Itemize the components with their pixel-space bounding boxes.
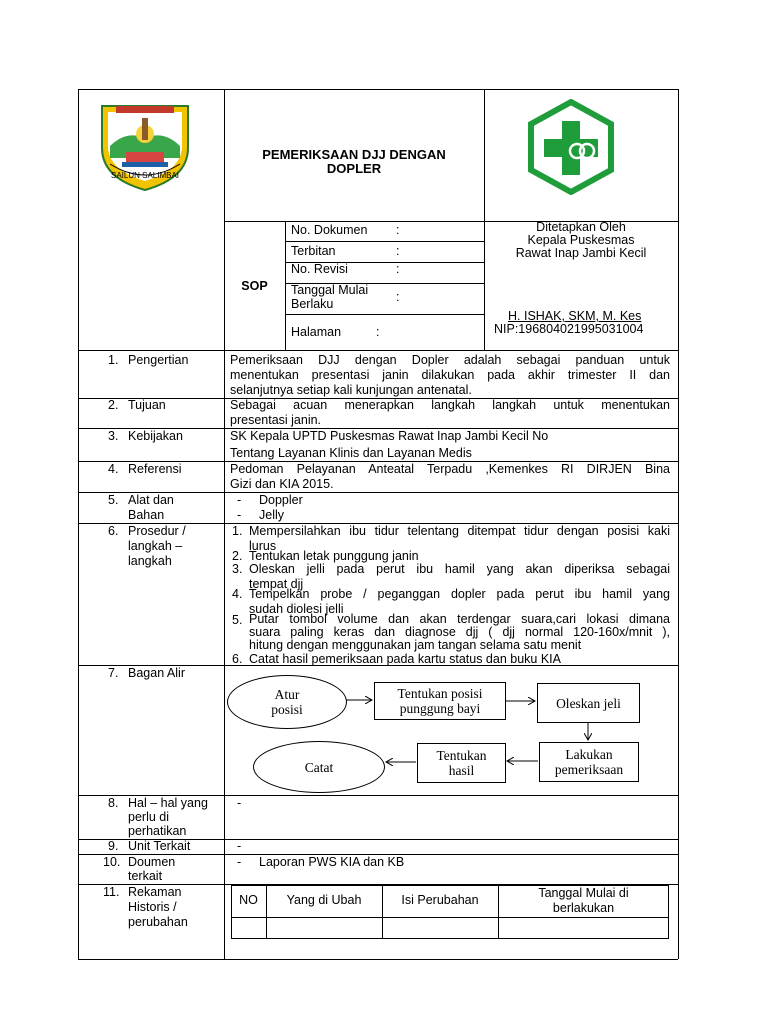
- meta-no-revisi-label: No. Revisi: [291, 262, 348, 276]
- approval-line2: Kepala Puskesmas: [527, 233, 635, 247]
- step-5-number: 5.: [232, 613, 243, 627]
- flow-node-atur-posisi: Atur posisi: [227, 675, 347, 729]
- meta-terbitan-label: Terbitan: [291, 244, 336, 258]
- section-10-number: 10.: [103, 855, 121, 869]
- meta-halaman-label: Halaman: [291, 325, 342, 339]
- section-6-number: 6.: [108, 524, 119, 538]
- section-11-label-2: Historis /: [128, 900, 177, 914]
- section-4-label: Referensi: [128, 462, 182, 476]
- section-11-label-1: Rekaman: [128, 885, 182, 899]
- step-2-number: 2.: [232, 549, 243, 563]
- approval-name: H. ISHAK, SKM, M. Kes: [508, 309, 642, 323]
- section-5-item-2-dash: -: [237, 508, 242, 522]
- section-4-number: 4.: [108, 462, 119, 476]
- step-5-text: Putar tombol volume dan akan terdengar suara,cari lokasi dimana suara paling keras dan diagnose djj ( djj normal 120-160x/mnit ), hitung dengan menggunakan jam tangan selama satu menit: [249, 612, 670, 652]
- sop-label: SOP: [241, 279, 268, 293]
- step-3-text: Oleskan jelli pada perut ibu hamil yang akan diperiksa sebagai tempat djj: [249, 562, 670, 591]
- meta-tanggal-colon: :: [396, 290, 400, 304]
- step-6-text: Catat hasil pemeriksaan pada kartu status dan buku KIA: [249, 652, 561, 666]
- flow-node-oleskan-jeli: Oleskan jeli: [537, 683, 640, 723]
- flow-node-catat: Catat: [253, 741, 385, 793]
- section-2-number: 2.: [108, 398, 119, 412]
- section-10-value: Laporan PWS KIA dan KB: [259, 855, 405, 869]
- meta-no-revisi-colon: :: [396, 262, 400, 276]
- section-5-label-2: Bahan: [128, 508, 165, 522]
- document-title-line2: DOPLER: [326, 161, 382, 176]
- history-header-isi: Isi Perubahan: [401, 893, 479, 907]
- section-5-label-1: Alat dan: [128, 493, 174, 507]
- approval-line3: Rawat Inap Jambi Kecil: [515, 246, 647, 260]
- meta-halaman-colon: :: [376, 325, 380, 339]
- section-4-text: Pedoman Pelayanan Anteatal Terpadu ,Kemenkes RI DIRJEN Bina Gizi dan KIA 2015.: [230, 462, 670, 491]
- section-10-label-1: Doumen: [128, 855, 176, 869]
- section-8-number: 8.: [108, 796, 119, 810]
- section-3-text-2: Tentang Layanan Klinis dan Layanan Medis: [230, 446, 472, 460]
- section-5-item-1: Doppler: [259, 493, 303, 507]
- section-9-number: 9.: [108, 839, 119, 853]
- section-6-label-3: langkah: [128, 554, 172, 568]
- section-7-label: Bagan Alir: [128, 666, 185, 680]
- section-8-label-3: perhatikan: [128, 824, 187, 838]
- meta-no-dokumen-label: No. Dokumen: [291, 223, 368, 237]
- meta-terbitan-colon: :: [396, 244, 400, 258]
- section-8-label-1: Hal – hal yang: [128, 796, 208, 810]
- approval-line1: Ditetapkan Oleh: [536, 220, 626, 234]
- history-header-tanggal-1: Tanggal Mulai di: [538, 886, 629, 900]
- section-9-value: -: [237, 839, 242, 853]
- history-header-no: NO: [239, 893, 258, 907]
- section-1-number: 1.: [108, 353, 119, 367]
- section-5-item-2: Jelly: [259, 508, 285, 522]
- section-5-item-1-dash: -: [237, 493, 242, 507]
- section-10-label-2: terkait: [128, 869, 163, 883]
- section-1-label: Pengertian: [128, 353, 189, 367]
- step-4-number: 4.: [232, 587, 243, 601]
- step-2-text: Tentukan letak punggung janin: [249, 549, 419, 563]
- step-3-number: 3.: [232, 562, 243, 576]
- approval-nip: NIP:196804021995031004: [494, 322, 644, 336]
- section-2-label: Tujuan: [128, 398, 166, 412]
- section-11-label-3: perubahan: [128, 915, 188, 929]
- section-3-text-1: SK Kepala UPTD Puskesmas Rawat Inap Jambi Kecil No: [230, 429, 549, 443]
- section-3-number: 3.: [108, 429, 119, 443]
- history-header-diubah: Yang di Ubah: [286, 893, 362, 907]
- section-6-label-2: langkah –: [128, 539, 183, 553]
- section-6-label-1: Prosedur /: [128, 524, 186, 538]
- step-6-number: 6.: [232, 652, 243, 666]
- section-1-text: Pemeriksaan DJJ dengan Dopler adalah sebagai panduan untuk menentukan presentasi janin dilakukan pada akhir trimester II dan selanjutnya setiap kali kunjungan antenatal.: [230, 353, 670, 397]
- section-8-label-2: perlu di: [128, 810, 169, 824]
- step-4-text: Tempelkan probe / peganggan dopler pada perut ibu hamil yang sudah diolesi jelli: [249, 587, 670, 616]
- section-8-value: -: [237, 796, 242, 810]
- step-1-text: Mempersilahkan ibu tidur telentang ditempat tidur dengan posisi kaki lurus: [249, 524, 670, 553]
- flow-node-tentukan-posisi: Tentukan posisi punggung bayi: [374, 682, 506, 720]
- svg-text:SAILUN SALIMBAI: SAILUN SALIMBAI: [110, 171, 180, 180]
- section-9-label: Unit Terkait: [128, 839, 191, 853]
- meta-tanggal-label-1: Tanggal Mulai: [291, 283, 369, 297]
- section-3-label: Kebijakan: [128, 429, 183, 443]
- document-title-line1: PEMERIKSAAN DJJ DENGAN: [262, 147, 446, 162]
- section-11-number: 11.: [103, 885, 120, 899]
- meta-tanggal-label-2: Berlaku: [291, 297, 334, 311]
- flow-node-lakukan-pemeriksaan: Lakukan pemeriksaan: [539, 742, 639, 782]
- history-header-tanggal-2: berlakukan: [552, 901, 615, 915]
- meta-no-dokumen-colon: :: [396, 223, 400, 237]
- section-2-text: Sebagai acuan menerapkan langkah langkah untuk menentukan presentasi janin.: [230, 398, 670, 427]
- step-1-number: 1.: [232, 524, 243, 538]
- section-7-number: 7.: [108, 666, 119, 680]
- section-10-dash: -: [237, 855, 242, 869]
- flow-node-tentukan-hasil: Tentukan hasil: [417, 743, 506, 783]
- section-5-number: 5.: [108, 493, 119, 507]
